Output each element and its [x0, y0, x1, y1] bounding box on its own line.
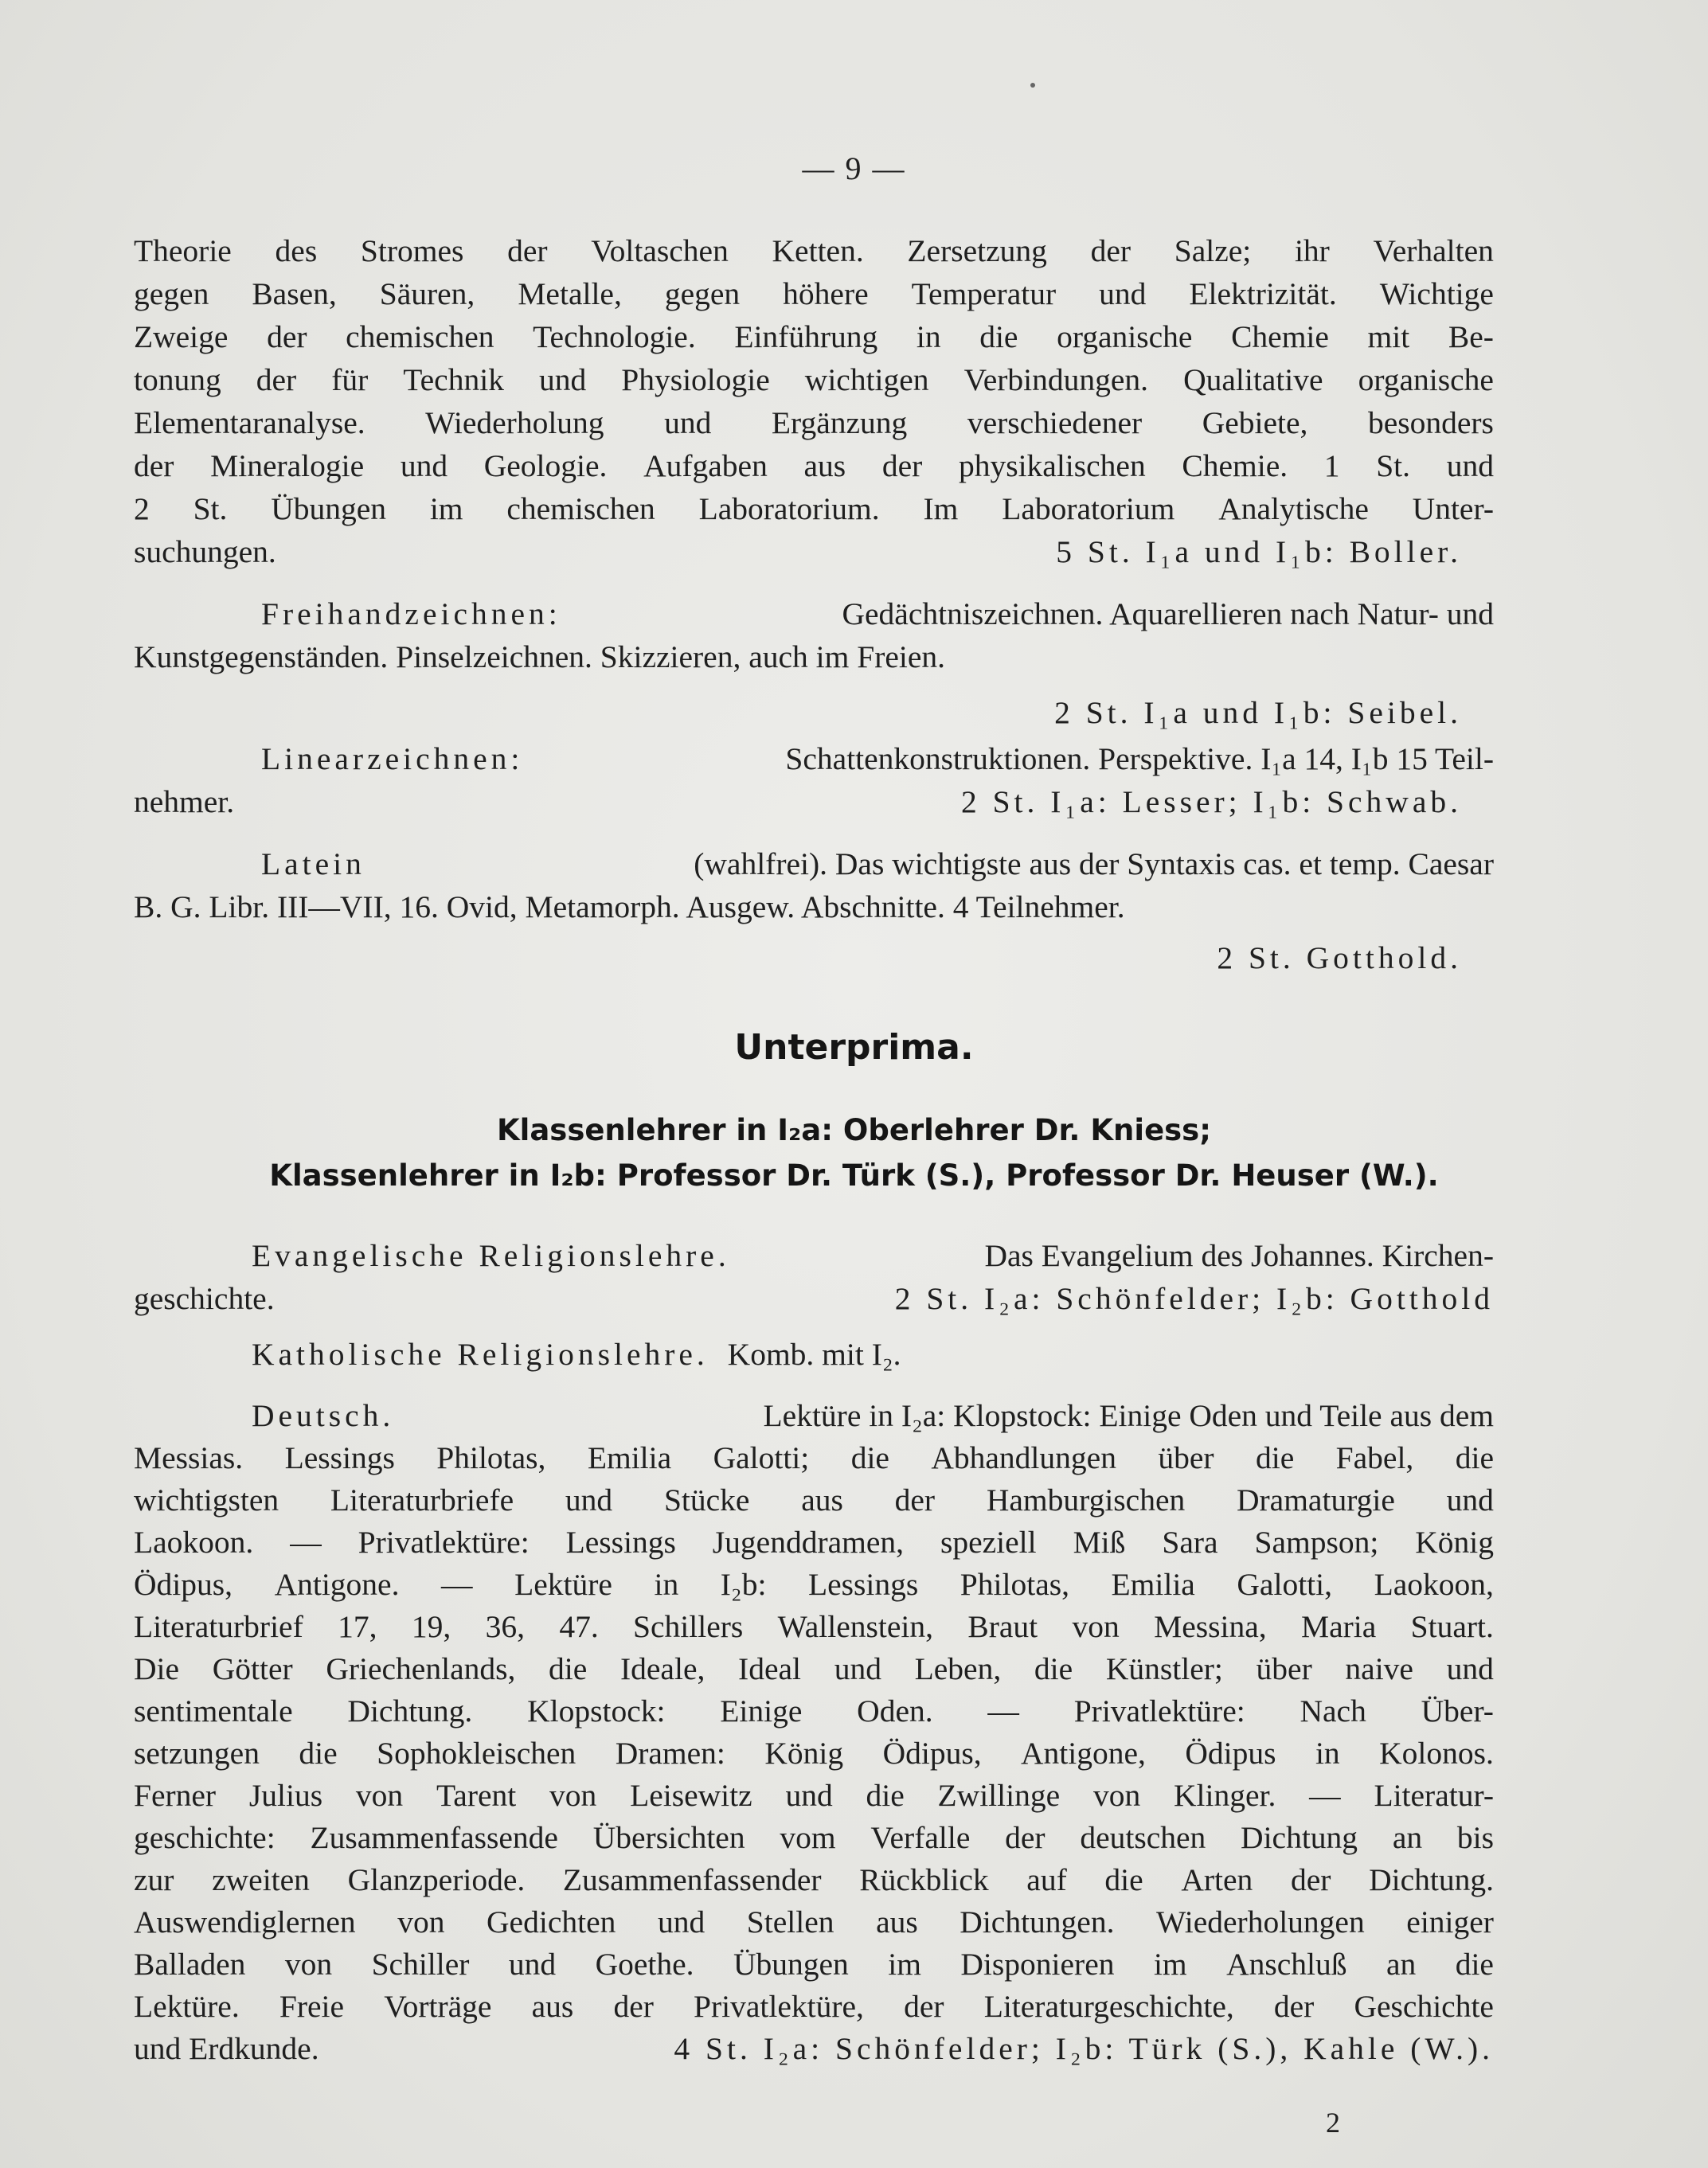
- word: Zersetzung: [907, 233, 1047, 268]
- word: an: [1392, 1820, 1423, 1855]
- word: und: [785, 1778, 833, 1813]
- word: setzungen: [134, 1736, 260, 1771]
- word: der: [894, 1482, 936, 1518]
- text-line: und Erdkunde.: [134, 2031, 319, 2066]
- word: Julius: [248, 1778, 323, 1813]
- kath-religion-paragraph: [134, 1333, 1494, 1376]
- word: Lektüre: [514, 1567, 612, 1602]
- word: Übungen: [271, 491, 387, 526]
- word: und: [834, 1651, 881, 1686]
- word: in: [1315, 1736, 1340, 1771]
- word: Miß: [1073, 1525, 1126, 1560]
- text-line: [134, 1817, 1494, 1859]
- word: Emilia: [1111, 1567, 1195, 1602]
- word: und: [538, 362, 587, 397]
- section-heading: Unterprima.: [734, 1027, 974, 1068]
- word: der: [613, 1989, 654, 2024]
- word: von: [549, 1778, 597, 1813]
- word: Qualitative: [1183, 362, 1323, 397]
- word: der: [507, 233, 548, 268]
- word: Unter-: [1412, 491, 1494, 526]
- word: Philotas,: [960, 1567, 1069, 1602]
- word: Privatlektüre:: [358, 1525, 530, 1560]
- word: Temperatur: [911, 276, 1057, 311]
- word: speziell: [940, 1525, 1037, 1560]
- print-speck: [1030, 83, 1035, 88]
- text-line: [134, 1437, 1494, 1479]
- chemie-paragraph: [134, 229, 1494, 573]
- word: Wallenstein,: [777, 1609, 933, 1644]
- word: die: [850, 1440, 889, 1475]
- word: Elektrizität.: [1189, 276, 1337, 311]
- text-fragment: Schattenkonstruktionen. Perspektive. I₁a 14, I₁b 15 Teil-: [785, 741, 1494, 776]
- word: Stromes: [360, 233, 464, 268]
- word: und: [1446, 448, 1494, 483]
- word: Ferner: [134, 1778, 217, 1813]
- word: die: [1455, 1947, 1494, 1982]
- word: Rückblick: [859, 1862, 989, 1897]
- word: Arten: [1181, 1862, 1253, 1897]
- word: Antigone.: [274, 1567, 400, 1602]
- word: Lessings: [284, 1440, 395, 1475]
- text-line: [134, 272, 1494, 315]
- word: —: [290, 1525, 322, 1560]
- text-line: [134, 592, 1494, 635]
- word: 19,: [411, 1609, 451, 1644]
- word: Goethe.: [595, 1947, 694, 1982]
- word: Theorie: [134, 233, 232, 268]
- word: von: [1072, 1609, 1120, 1644]
- word: Dichtung.: [347, 1693, 473, 1729]
- word: zweiten: [212, 1862, 310, 1897]
- word: Galotti,: [1237, 1567, 1332, 1602]
- class-teacher-line: Klassenlehrer in I₂a: Oberlehrer Dr. Kniess;: [496, 1113, 1212, 1147]
- hours-line: [134, 780, 1494, 823]
- word: Dramen:: [615, 1736, 725, 1771]
- word: St.: [1376, 448, 1411, 483]
- word: die: [1034, 1651, 1073, 1686]
- word: chemischen: [346, 319, 494, 354]
- word: aus: [876, 1904, 918, 1939]
- word: Ergänzung: [771, 405, 908, 440]
- hours-assignment: 4 St. I₂a: Schönfelder; I₂b: Türk (S.), Kahle (W.).: [674, 2031, 1494, 2066]
- word: Freie: [279, 1989, 345, 2024]
- text-line: [134, 842, 1494, 885]
- word: Chemie.: [1182, 448, 1288, 483]
- word: Zwillinge: [937, 1778, 1061, 1813]
- text-line: [134, 737, 1494, 780]
- word: Verhalten: [1373, 233, 1494, 268]
- word: der: [1290, 1862, 1331, 1897]
- word: Gedichten: [487, 1904, 616, 1939]
- word: Verbindungen.: [963, 362, 1149, 397]
- text-line: [134, 444, 1494, 487]
- word: Sophokleischen: [377, 1736, 576, 1771]
- word: Fabel,: [1335, 1440, 1414, 1475]
- hours-assignment: 2 St. I₁a: Lesser; I₁b: Schwab.: [960, 784, 1462, 819]
- word: Die: [134, 1651, 180, 1686]
- text-line: [134, 229, 1494, 272]
- word: im: [429, 491, 463, 526]
- text-line: [134, 1859, 1494, 1901]
- word: 47.: [559, 1609, 599, 1644]
- word: St.: [193, 491, 228, 526]
- word: Lessings: [565, 1525, 676, 1560]
- text-line: [134, 1606, 1494, 1648]
- text-line: [134, 1648, 1494, 1690]
- word: der: [1090, 233, 1132, 268]
- word: Maria: [1300, 1609, 1377, 1644]
- word: Laboratorium.: [698, 491, 880, 526]
- text-line: [134, 1732, 1494, 1775]
- word: Künstler;: [1105, 1651, 1223, 1686]
- subject-title: Freihandzeichnen:: [261, 596, 561, 631]
- word: verschiedener: [967, 405, 1143, 440]
- word: und: [508, 1947, 557, 1982]
- word: aus: [801, 1482, 843, 1518]
- word: Verfalle: [870, 1820, 971, 1855]
- word: Lektüre.: [134, 1989, 240, 2024]
- word: Wiederholung: [425, 405, 604, 440]
- hours-line: [134, 2028, 1494, 2070]
- word: Wiederholungen: [1156, 1904, 1365, 1939]
- word: Ödipus: [1185, 1736, 1276, 1771]
- word: Braut: [967, 1609, 1038, 1644]
- word: —: [987, 1693, 1019, 1729]
- word: der: [256, 362, 297, 397]
- word: Übersichten: [592, 1820, 745, 1855]
- word: die: [299, 1736, 338, 1771]
- word: Privatlektüre:: [1073, 1693, 1245, 1729]
- word: deutschen: [1080, 1820, 1206, 1855]
- word: und: [657, 1904, 705, 1939]
- deutsch-paragraph: [134, 1395, 1494, 2070]
- text-line: [134, 358, 1494, 401]
- word: Wichtige: [1379, 276, 1494, 311]
- word: Privatlektüre,: [694, 1989, 864, 2024]
- word: der: [1273, 1989, 1315, 2024]
- word: der: [267, 319, 307, 354]
- word: Griechenlands,: [326, 1651, 516, 1686]
- word: Säuren,: [379, 276, 475, 311]
- word: an: [1386, 1947, 1417, 1982]
- text-line: [134, 1564, 1494, 1606]
- word: und: [1446, 1651, 1494, 1686]
- text-line: [134, 315, 1494, 358]
- word: in: [916, 319, 941, 354]
- word: naive: [1345, 1651, 1413, 1686]
- word: Jugenddramen,: [712, 1525, 905, 1560]
- text-line: [134, 1522, 1494, 1564]
- subject-title: Linearzeichnen:: [261, 741, 524, 776]
- word: des: [275, 233, 318, 268]
- text-line: [134, 1775, 1494, 1817]
- text-line: Kunstgegenständen. Pinselzeichnen. Skizzieren, auch im Freien.: [134, 639, 946, 674]
- subject-title: Deutsch.: [252, 1398, 395, 1433]
- text-line: [134, 1943, 1494, 1986]
- word: Auswendiglernen: [134, 1904, 356, 1939]
- word: Emilia: [587, 1440, 672, 1475]
- word: König: [764, 1736, 844, 1771]
- text-line: [134, 1901, 1494, 1943]
- word: Schiller: [371, 1947, 470, 1982]
- word: physikalischen: [958, 448, 1146, 483]
- text-fragment: Gedächtniszeichnen. Aquarellieren nach Natur- und: [842, 596, 1494, 631]
- text-line: [134, 487, 1494, 530]
- word: Zusammenfassende: [310, 1820, 558, 1855]
- word: Technik: [403, 362, 504, 397]
- word: Im: [923, 491, 959, 526]
- word: Ödipus,: [882, 1736, 982, 1771]
- word: Literaturgeschichte,: [983, 1989, 1234, 2024]
- word: Übungen: [733, 1947, 849, 1982]
- hours-line: [134, 1277, 1494, 1320]
- word: Klopstock:: [527, 1693, 666, 1729]
- linear-paragraph: [134, 737, 1494, 823]
- word: Lessings: [807, 1567, 919, 1602]
- text-line: [134, 1986, 1494, 2028]
- text-line: [134, 401, 1494, 444]
- word: organische: [1057, 319, 1193, 354]
- class-teacher-line: Klassenlehrer in I₂b: Professor Dr. Türk (S.), Professor Dr. Heuser (W.).: [269, 1158, 1439, 1193]
- word: von: [284, 1947, 333, 1982]
- word: Ödipus,: [134, 1567, 233, 1602]
- word: der: [881, 448, 923, 483]
- word: und: [565, 1482, 613, 1518]
- text-fragment: Das Evangelium des Johannes. Kirchen-: [984, 1238, 1494, 1273]
- word: höhere: [783, 276, 869, 311]
- word: zur: [134, 1862, 174, 1897]
- word: Sampson;: [1254, 1525, 1379, 1560]
- text-line: [134, 1395, 1494, 1437]
- word: Stücke: [663, 1482, 750, 1518]
- word: Anschluß: [1226, 1947, 1347, 1982]
- word: Klinger.: [1173, 1778, 1276, 1813]
- word: geschichte:: [134, 1820, 276, 1855]
- word: für: [331, 362, 369, 397]
- text-fragment: Lektüre in I₂a: Klopstock: Einige Oden und Teile aus dem: [763, 1398, 1494, 1433]
- word: Zusammenfassender: [562, 1862, 822, 1897]
- word: Laokoon,: [1374, 1567, 1494, 1602]
- text-line: nehmer.: [134, 784, 235, 819]
- word: mit: [1367, 319, 1410, 354]
- word: Basen,: [252, 276, 337, 311]
- subject-title: Latein: [261, 846, 365, 881]
- word: Glanzperiode.: [347, 1862, 526, 1897]
- word: die: [979, 319, 1018, 354]
- hours-assignment: 5 St. I₁a und I₁b: Boller.: [1056, 534, 1462, 569]
- word: aus: [803, 448, 846, 483]
- word: ihr: [1294, 233, 1330, 268]
- word: 2: [134, 491, 150, 526]
- word: Ketten.: [772, 233, 864, 268]
- word: Gebiete,: [1202, 405, 1308, 440]
- word: Abhandlungen: [931, 1440, 1116, 1475]
- word: Elementaranalyse.: [134, 405, 365, 440]
- word: Leben,: [914, 1651, 1002, 1686]
- word: und: [664, 405, 712, 440]
- word: chemischen: [506, 491, 655, 526]
- word: Ideal: [738, 1651, 801, 1686]
- word: und: [1099, 276, 1147, 311]
- word: Laboratorium: [1002, 491, 1175, 526]
- hours-assignment: 2 St. Gotthold.: [1217, 940, 1462, 975]
- word: Sara: [1162, 1525, 1218, 1560]
- word: im: [888, 1947, 921, 1982]
- word: Physiologie: [621, 362, 770, 397]
- word: im: [1153, 1947, 1187, 1982]
- word: die: [1255, 1440, 1295, 1475]
- text-line: [134, 1479, 1494, 1522]
- word: einiger: [1406, 1904, 1494, 1939]
- hours-line: [134, 530, 1494, 573]
- subject-title: Evangelische Religionslehre.: [252, 1238, 730, 1273]
- word: gegen: [664, 276, 741, 311]
- word: Nach: [1300, 1693, 1366, 1729]
- word: der: [1005, 1820, 1046, 1855]
- word: Messina,: [1154, 1609, 1267, 1644]
- word: besonders: [1367, 405, 1494, 440]
- signature-mark: 2: [1326, 2107, 1340, 2139]
- word: die: [866, 1778, 905, 1813]
- word: Literaturbriefe: [330, 1482, 514, 1518]
- word: Leisewitz: [630, 1778, 752, 1813]
- word: Messias.: [134, 1440, 244, 1475]
- word: I₂b:: [720, 1567, 767, 1602]
- word: Dichtung: [1241, 1820, 1358, 1855]
- word: Laokoon.: [134, 1525, 254, 1560]
- word: organische: [1358, 362, 1494, 397]
- word: und: [400, 448, 448, 483]
- word: Balladen: [134, 1947, 246, 1982]
- word: wichtigen: [804, 362, 929, 397]
- word: Einführung: [734, 319, 878, 354]
- text-line: [134, 1333, 1494, 1376]
- word: bis: [1456, 1820, 1494, 1855]
- word: auf: [1026, 1862, 1067, 1897]
- word: gegen: [134, 276, 209, 311]
- word: von: [397, 1904, 445, 1939]
- word: der: [904, 1989, 944, 2024]
- subject-title: Katholische Religionslehre.: [252, 1337, 709, 1372]
- latein-paragraph: [134, 842, 1494, 979]
- word: 36,: [485, 1609, 525, 1644]
- word: Stellen: [746, 1904, 834, 1939]
- text-fragment: Komb. mit I₂.: [727, 1337, 901, 1372]
- word: Geologie.: [483, 448, 608, 483]
- word: wichtigsten: [134, 1482, 279, 1518]
- word: 17,: [338, 1609, 377, 1644]
- word: Be-: [1448, 319, 1494, 354]
- word: Götter: [212, 1651, 293, 1686]
- word: Galotti;: [713, 1440, 810, 1475]
- word: Aufgaben: [643, 448, 768, 483]
- word: König: [1415, 1525, 1494, 1560]
- word: Mineralogie: [210, 448, 365, 483]
- word: Stuart.: [1410, 1609, 1494, 1644]
- word: die: [549, 1651, 588, 1686]
- word: Literaturbrief: [134, 1609, 303, 1644]
- word: Analytische: [1218, 491, 1369, 526]
- word: von: [1092, 1778, 1141, 1813]
- word: Dramaturgie: [1237, 1482, 1395, 1518]
- word: Dichtung.: [1369, 1862, 1494, 1897]
- word: und: [1446, 1482, 1494, 1518]
- hours-assignment: 2 St. I₁a und I₁b: Seibel.: [1054, 695, 1462, 730]
- word: —: [441, 1567, 473, 1602]
- word: der: [134, 448, 174, 483]
- word: Dichtungen.: [960, 1904, 1115, 1939]
- word: Technologie.: [533, 319, 696, 354]
- word: Chemie: [1231, 319, 1329, 354]
- text-fragment: (wahlfrei). Das wichtigste aus der Syntaxis cas. et temp. Caesar: [694, 846, 1494, 881]
- word: Philotas,: [436, 1440, 546, 1475]
- text-line: suchungen.: [134, 534, 276, 569]
- word: 1: [1323, 448, 1340, 483]
- word: Metalle,: [518, 276, 622, 311]
- text-line: B. G. Libr. III—VII, 16. Ovid, Metamorph. Ausgew. Abschnitte. 4 Teilnehmer.: [134, 889, 1125, 924]
- text-line: geschichte.: [134, 1281, 275, 1316]
- word: Ideale,: [620, 1651, 705, 1686]
- word: —: [1309, 1778, 1341, 1813]
- word: Vorträge: [384, 1989, 492, 2024]
- hours-assignment: 2 St. I₂a: Schönfelder; I₂b: Gotthold: [894, 1281, 1494, 1316]
- word: Schillers: [633, 1609, 744, 1644]
- word: tonung: [134, 362, 221, 397]
- word: Einige: [720, 1693, 803, 1729]
- word: Geschichte: [1354, 1989, 1494, 2024]
- word: Über-: [1421, 1693, 1494, 1729]
- word: Disponieren: [960, 1947, 1115, 1982]
- text-line: [134, 1234, 1494, 1277]
- freihand-paragraph: [134, 592, 1494, 734]
- word: die: [1455, 1440, 1494, 1475]
- word: Tarent: [436, 1778, 517, 1813]
- word: in: [654, 1567, 679, 1602]
- ev-religion-paragraph: [134, 1234, 1494, 1320]
- word: über: [1256, 1651, 1312, 1686]
- text-line: [134, 1690, 1494, 1732]
- word: aus: [531, 1989, 574, 2024]
- word: Zweige: [134, 319, 229, 354]
- word: Voltaschen: [591, 233, 729, 268]
- word: Literatur-: [1374, 1778, 1494, 1813]
- word: Kolonos.: [1379, 1736, 1494, 1771]
- word: Antigone,: [1021, 1736, 1146, 1771]
- page-number: — 9 —: [802, 150, 906, 186]
- word: Hamburgischen: [986, 1482, 1186, 1518]
- word: Oden.: [857, 1693, 933, 1729]
- word: Salze;: [1174, 233, 1252, 268]
- word: über: [1158, 1440, 1214, 1475]
- word: von: [355, 1778, 404, 1813]
- word: die: [1104, 1862, 1143, 1897]
- word: sentimentale: [134, 1693, 293, 1729]
- word: vom: [780, 1820, 836, 1855]
